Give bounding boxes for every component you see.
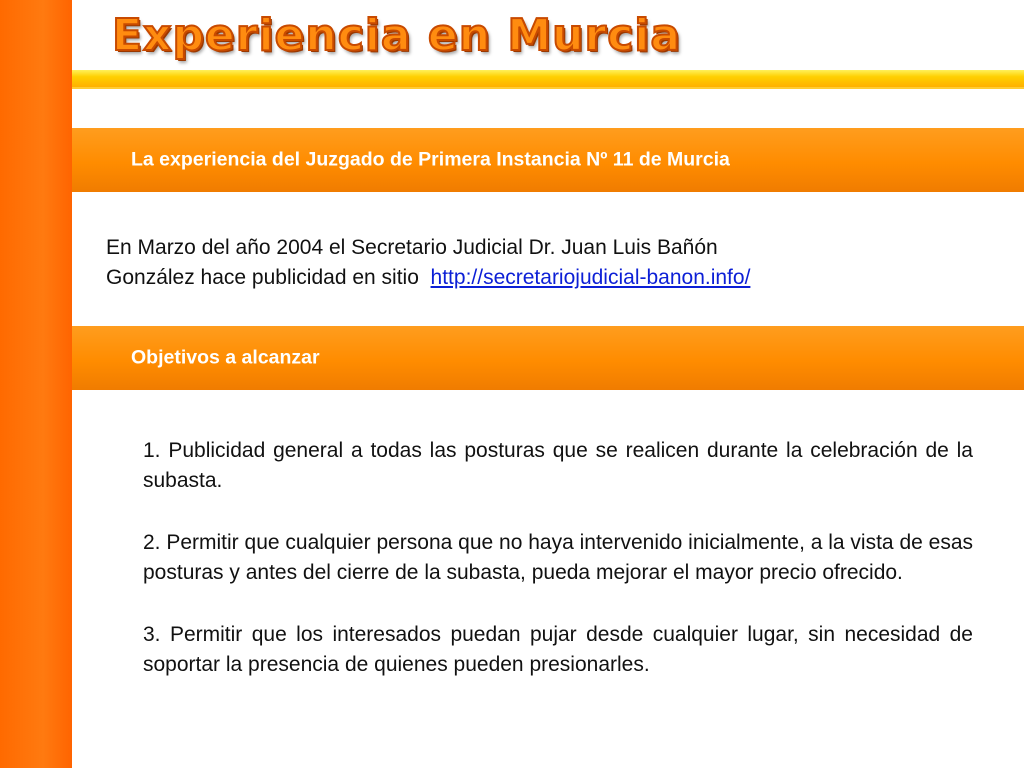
intro-line-2: González hace publicidad en sitio (106, 266, 419, 289)
objective-item-3: 3. Permitir que los interesados puedan pujar desde cualquier lugar, sin necesidad de soportar la presencia de quienes pueden presionarles. (143, 623, 973, 676)
objective-item-2: 2. Permitir que cualquier persona que no haya intervenido inicialmente, a la vista de esas posturas y antes del cierre de la subasta, pueda mejorar el mayor precio ofrecido. (143, 531, 973, 584)
secretario-judicial-link[interactable]: http://secretariojudicial-banon.info/ (430, 266, 751, 289)
intro-paragraph (106, 233, 1006, 293)
section-header-objetivos (72, 326, 1024, 390)
objective-item-1: 1. Publicidad general a todas las posturas que se realicen durante la celebración de la subasta. (143, 439, 973, 492)
title-underline-thin (72, 87, 1024, 89)
left-decorative-bar (0, 0, 72, 768)
intro-line-1: En Marzo del año 2004 el Secretario Judicial Dr. Juan Luis Bañón (106, 236, 718, 259)
slide-title: Experiencia en Murcia (112, 10, 682, 61)
section-heading-experiencia: La experiencia del Juzgado de Primera Instancia Nº 11 de Murcia (131, 148, 730, 171)
section-heading-objetivos: Objetivos a alcanzar (131, 346, 320, 369)
title-underline-bar (72, 70, 1024, 87)
objectives-list (143, 436, 973, 712)
section-header-experiencia (72, 128, 1024, 192)
